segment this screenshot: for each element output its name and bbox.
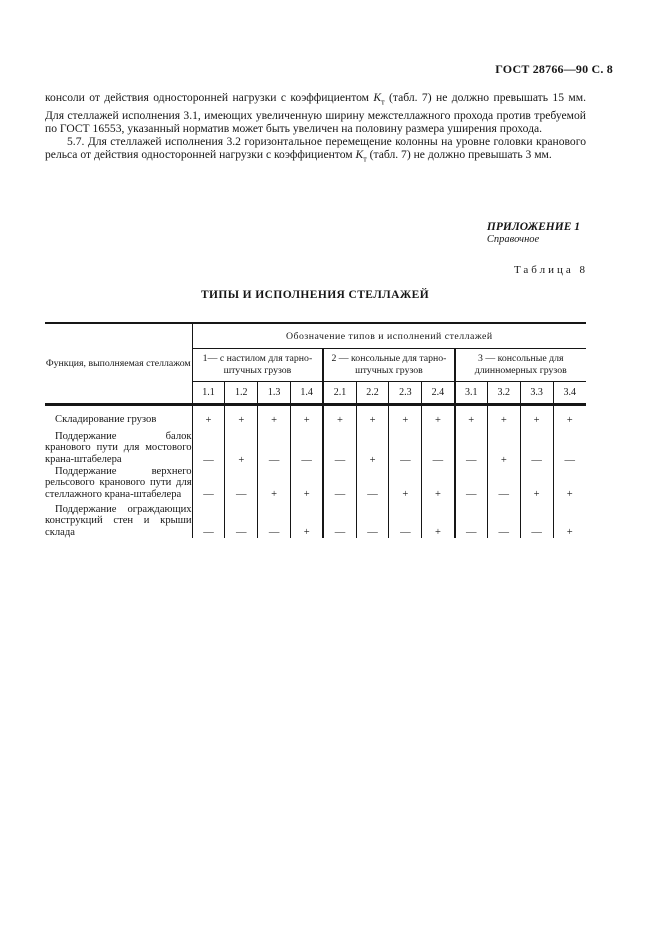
column-header: 1.4 [291,382,324,405]
value-cell: + [225,426,258,466]
value-cell: — [520,426,553,466]
paragraph-continuation [45,91,586,135]
value-cell: + [487,405,520,426]
coefficient-subscript: т [381,97,385,107]
page-header [495,62,613,77]
value-cell: + [258,405,291,426]
value-cell: — [291,426,324,466]
value-cell: — [225,500,258,538]
function-cell: Поддержание балок кранового пути для мостового крана-штабелера [45,426,192,466]
column-header-function: Функция, выполняемая стеллажом [45,323,192,405]
paragraph-text: консоли от действия односторонней нагрузки с коэффициентом [45,91,374,104]
group-header-3: 3 — консольные для длинномерных грузов [455,349,586,382]
value-cell: + [258,466,291,501]
paragraph-text: (табл. 7) не должно превышать 3 мм. [366,148,552,162]
value-cell: + [520,405,553,426]
value-cell: + [225,405,258,426]
value-cell: + [422,405,455,426]
value-cell: — [553,426,586,466]
column-header: 2.2 [356,382,389,405]
types-table [45,322,586,538]
paragraph-text: (табл. 7) не должно превышать 15 мм. Для стеллажей исполнения 3.1, имеющих увеличенную ширину межстеллажного прохода против требуемой по ГОСТ 16553, указанный норматив может быть увеличен на половину размера уширения прохода. [45,91,586,135]
value-cell: + [389,405,422,426]
function-cell: Поддержание верхнего рельсового кранового пути для стеллажного крана-штабелера [45,465,192,500]
paragraph-text: 5.7. Для стеллажей исполнения 3.2 горизонтальное перемещение колонны на уровне головки кранового рельса от действия односторонней нагрузки с коэффициентом [45,134,586,162]
column-header: 3.2 [487,382,520,405]
value-cell: + [291,466,324,501]
doc-number: ГОСТ 28766—90 С. 8 [495,62,613,76]
table-row [45,466,586,501]
value-cell: + [291,405,324,426]
column-header: 1.1 [192,382,225,405]
value-cell: — [192,426,225,466]
column-header: 1.2 [225,382,258,405]
value-cell: — [422,426,455,466]
table-caption: Таблица 8 [513,264,588,276]
body-text [45,91,586,166]
value-cell: — [192,500,225,538]
value-cell: + [553,500,586,538]
table-row [45,426,586,466]
value-cell: + [553,405,586,426]
column-header: 3.4 [553,382,586,405]
value-cell: + [356,426,389,466]
value-cell: — [356,466,389,501]
group-header-2: 2 — консольные для тарно-штучных грузов [323,349,454,382]
value-cell: + [422,466,455,501]
table-row [45,405,586,426]
value-cell: + [455,405,488,426]
column-header-designations: Обозначение типов и исполнений стеллажей [192,323,586,349]
value-cell: — [225,466,258,501]
group-header-1: 1— с настилом для тарно-штучных грузов [192,349,323,382]
value-cell: + [356,405,389,426]
value-cell: + [520,466,553,501]
function-cell: Поддержание ограждающих конструкций стен и крыши склада [45,500,192,538]
value-cell: — [520,500,553,538]
value-cell: — [487,500,520,538]
value-cell: — [192,466,225,501]
value-cell: + [422,500,455,538]
coefficient-symbol: К [373,91,382,104]
value-cell: + [192,405,225,426]
value-cell: — [487,466,520,501]
value-cell: — [455,500,488,538]
value-cell: — [389,500,422,538]
value-cell: + [389,466,422,501]
annex-title: ПРИЛОЖЕНИЕ 1 [486,221,580,233]
annex-subtitle: Справочное [486,234,540,245]
column-header: 2.3 [389,382,422,405]
table-title: ТИПЫ И ИСПОЛНЕНИЯ СТЕЛЛАЖЕЙ [200,289,430,301]
value-cell: — [258,426,291,466]
paragraph-5-7 [45,135,586,166]
value-cell: — [455,466,488,501]
column-header: 1.3 [258,382,291,405]
value-cell: + [323,405,356,426]
value-cell: — [389,426,422,466]
value-cell: — [323,426,356,466]
value-cell: + [553,466,586,501]
coefficient-subscript: т [363,154,367,164]
value-cell: — [323,466,356,501]
column-header: 2.4 [422,382,455,405]
column-header: 3.3 [520,382,553,405]
value-cell: + [487,426,520,466]
table-row [45,500,586,538]
column-header: 3.1 [455,382,488,405]
function-cell: Складирование грузов [45,405,192,426]
value-cell: + [291,500,324,538]
value-cell: — [323,500,356,538]
value-cell: — [258,500,291,538]
column-header: 2.1 [323,382,356,405]
annex-block [487,221,580,246]
coefficient-symbol: К [355,148,364,162]
value-cell: — [356,500,389,538]
value-cell: — [455,426,488,466]
